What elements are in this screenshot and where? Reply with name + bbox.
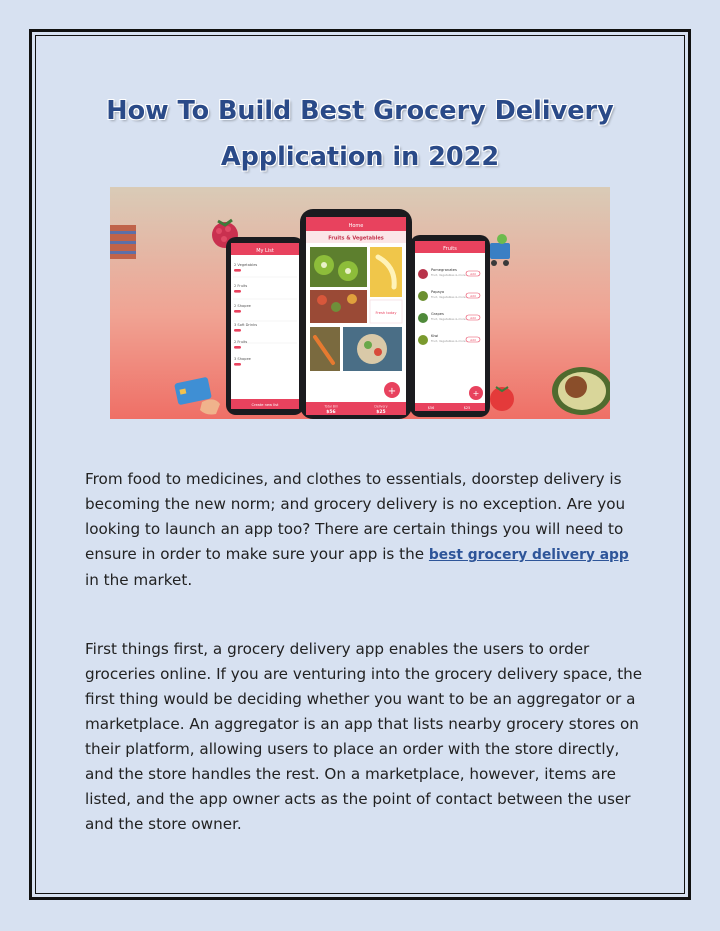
title-line-1: How To Build Best Grocery Delivery (106, 96, 614, 126)
body-paragraph: First things first, a grocery delivery app enables the users to order groceries online. If you are venturing into the grocery delivery space, the first thing would be deciding whether you want to be an aggregator or a marketplace. An aggregator is an app that lists nearby grocery stores on their platform, allowing users to place an order with the store directly, and the store handles the rest. On a marketplace, however, items are listed, and the app owner acts as the point of contact between the user and the store owner. (85, 640, 643, 833)
fruit-thumbnail-icon (418, 291, 428, 301)
intro-text: From food to medicines, and clothes to essentials, doorstep delivery is becoming the new norm; and grocery delivery is no exception. Are you looking to launch an app too? There are certain things you will need to ensure in order to make sure your app is the (85, 470, 626, 563)
tomato-icon (490, 387, 514, 411)
left-phone-footer: Create new list (251, 403, 279, 407)
center-phone (300, 209, 412, 419)
right-phone-delivery: $25 (463, 406, 471, 410)
left-phone-item: 2 Vegetables (234, 263, 258, 267)
right-phone-item-sub: Fruit, Vegetables & more (431, 273, 466, 277)
banana-tile (370, 247, 402, 297)
fruit-thumbnail-icon (418, 269, 428, 279)
add-button-label: Add (470, 293, 476, 298)
intro-paragraph (85, 467, 645, 593)
right-phone-item-sub: Fruit, Vegetables & more (431, 317, 466, 321)
right-phone-item-sub: Fruit, Vegetables & more (431, 339, 466, 343)
add-button-label: Add (470, 271, 476, 276)
fruit-thumbnail-icon (418, 313, 428, 323)
crate-icon (110, 225, 136, 259)
center-phone-subheader: Fruits & Vegetables (328, 235, 384, 242)
center-phone-total: $56 (326, 410, 336, 415)
left-phone-item: 2 Shopee (234, 304, 251, 308)
avocado-icon (552, 367, 610, 415)
hero-illustration (110, 187, 610, 419)
right-phone-item: Pomegranates (431, 268, 457, 272)
add-button-label: Add (470, 315, 476, 320)
title-line-2: Application in 2022 (220, 142, 500, 172)
hero-image (110, 187, 610, 419)
center-phone-banner: Fresh today (375, 311, 397, 315)
page-title (60, 88, 660, 180)
left-phone (226, 237, 304, 415)
fruit-thumbnail-icon (418, 335, 428, 345)
intro-text-end: in the market. (85, 571, 193, 589)
center-phone-total-label: Total Bill (324, 404, 338, 409)
right-phone-total: $56 (427, 406, 435, 410)
left-phone-item: 3 Soft Drinks (234, 323, 258, 327)
left-phone-item: 2 Fruits (234, 340, 248, 344)
center-phone-delivery-label: Delivery (374, 404, 388, 409)
right-phone-item: Papaya (431, 290, 445, 294)
right-phone (410, 235, 490, 417)
right-phone-item: Grapes (431, 312, 444, 316)
right-phone-item-sub: Fruit, Vegetables & more (431, 295, 466, 299)
svg-text:+: + (472, 389, 480, 398)
center-phone-header: Home (348, 223, 364, 229)
add-button-label: Add (470, 337, 476, 342)
right-phone-item: Kiwi (431, 334, 439, 338)
left-phone-header: My List (256, 248, 274, 254)
left-phone-item: 2 Fruits (234, 284, 248, 288)
best-grocery-delivery-app-link[interactable]: best grocery delivery app (428, 547, 629, 563)
right-phone-header: Fruits (443, 246, 457, 252)
svg-text:+: + (387, 386, 397, 397)
center-phone-delivery: $25 (376, 410, 386, 415)
left-phone-item: 3 Shopee (234, 357, 251, 361)
